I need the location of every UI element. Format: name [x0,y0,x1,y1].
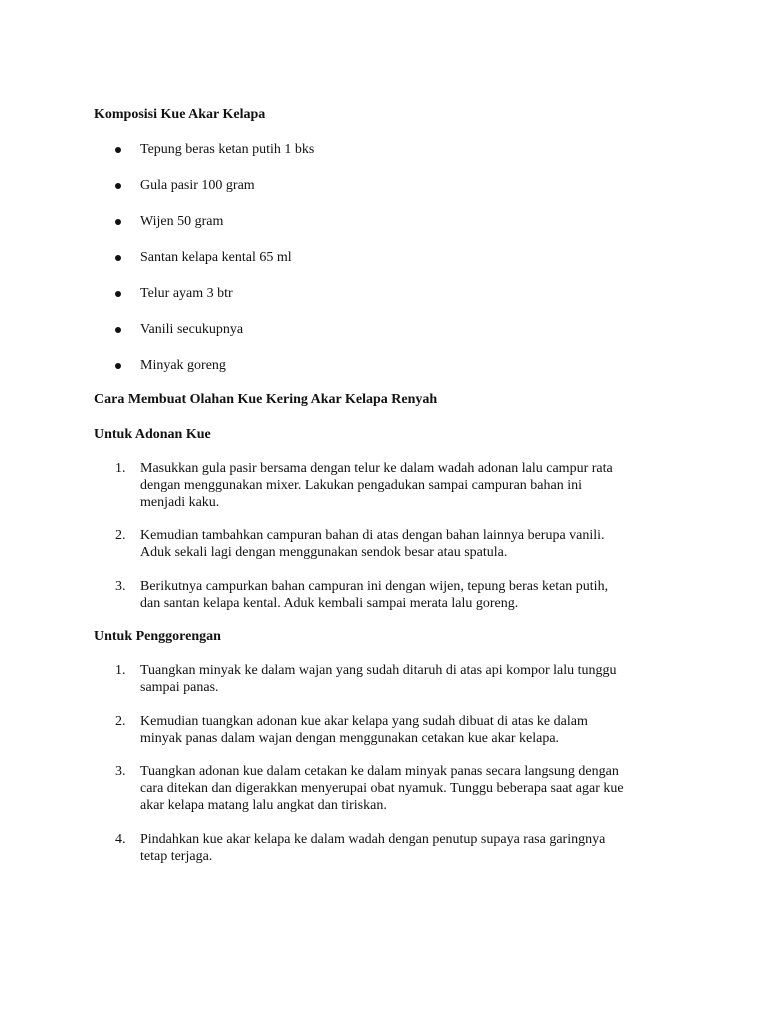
step-number: 3. [115,764,126,779]
method-title: Cara Membuat Olahan Kue Kering Akar Kelapa Renyah [94,392,438,407]
step-text [140,831,685,865]
bullet-icon [115,363,121,369]
dough-title: Untuk Adonan Kue [94,427,211,442]
step-line: Masukkan gula pasir bersama dengan telur ke dalam wadah adonan lalu campur rata [140,461,613,476]
ingredient-text: Santan kelapa kental 65 ml [140,250,292,265]
step-line: Pindahkan kue akar kelapa ke dalam wadah dengan penutup supaya rasa garingnya [140,832,606,847]
step-line: menjadi kaku. [140,495,220,510]
step-text [140,662,685,696]
ingredient-text: Gula pasir 100 gram [140,178,255,193]
bullet-icon [115,327,121,333]
ingredient-text: Tepung beras ketan putih 1 bks [140,142,315,157]
step-line: minyak panas dalam wajan dengan menggunakan cetakan kue akar kelapa. [140,731,560,746]
step-text [140,763,685,814]
step-number: 3. [115,579,126,594]
step-line: Tuangkan minyak ke dalam wajan yang sudah ditaruh di atas api kompor lalu tunggu [140,663,617,678]
ingredient-text: Minyak goreng [140,358,226,373]
step-line: sampai panas. [140,680,219,695]
composition-title: Komposisi Kue Akar Kelapa [94,107,266,122]
bullet-icon [115,255,121,261]
ingredient-text: Telur ayam 3 btr [140,286,233,301]
step-line: akar kelapa matang lalu angkat dan tiriskan. [140,798,387,813]
step-text [140,527,685,561]
bullet-icon [115,219,121,225]
step-text [140,578,685,612]
step-line: Tuangkan adonan kue dalam cetakan ke dalam minyak panas secara langsung dengan [140,764,619,779]
step-line: Kemudian tambahkan campuran bahan di atas dengan bahan lainnya berupa vanili. [140,528,605,543]
step-line: Berikutnya campurkan bahan campuran ini dengan wijen, tepung beras ketan putih, [140,579,609,594]
step-number: 2. [115,714,126,729]
step-text [140,713,685,747]
step-line: tetap terjaga. [140,849,213,864]
bullet-icon [115,291,121,297]
ingredient-text: Wijen 50 gram [140,214,224,229]
frying-title: Untuk Penggorengan [94,629,221,644]
ingredient-text: Vanili secukupnya [140,322,244,337]
step-line: dengan menggunakan mixer. Lakukan pengadukan sampai campuran bahan ini [140,478,583,493]
step-text [140,460,685,511]
step-number: 1. [115,663,126,678]
step-number: 1. [115,461,126,476]
bullet-icon [115,183,121,189]
step-line: cara ditekan dan digerakkan menyerupai obat nyamuk. Tunggu beberapa saat agar kue [140,781,624,796]
step-number: 4. [115,832,126,847]
bullet-icon [115,147,121,153]
step-line: Aduk sekali lagi dengan menggunakan sendok besar atau spatula. [140,545,508,560]
step-line: dan santan kelapa kental. Aduk kembali sampai merata lalu goreng. [140,596,519,611]
step-line: Kemudian tuangkan adonan kue akar kelapa yang sudah dibuat di atas ke dalam [140,714,588,729]
step-number: 2. [115,528,126,543]
